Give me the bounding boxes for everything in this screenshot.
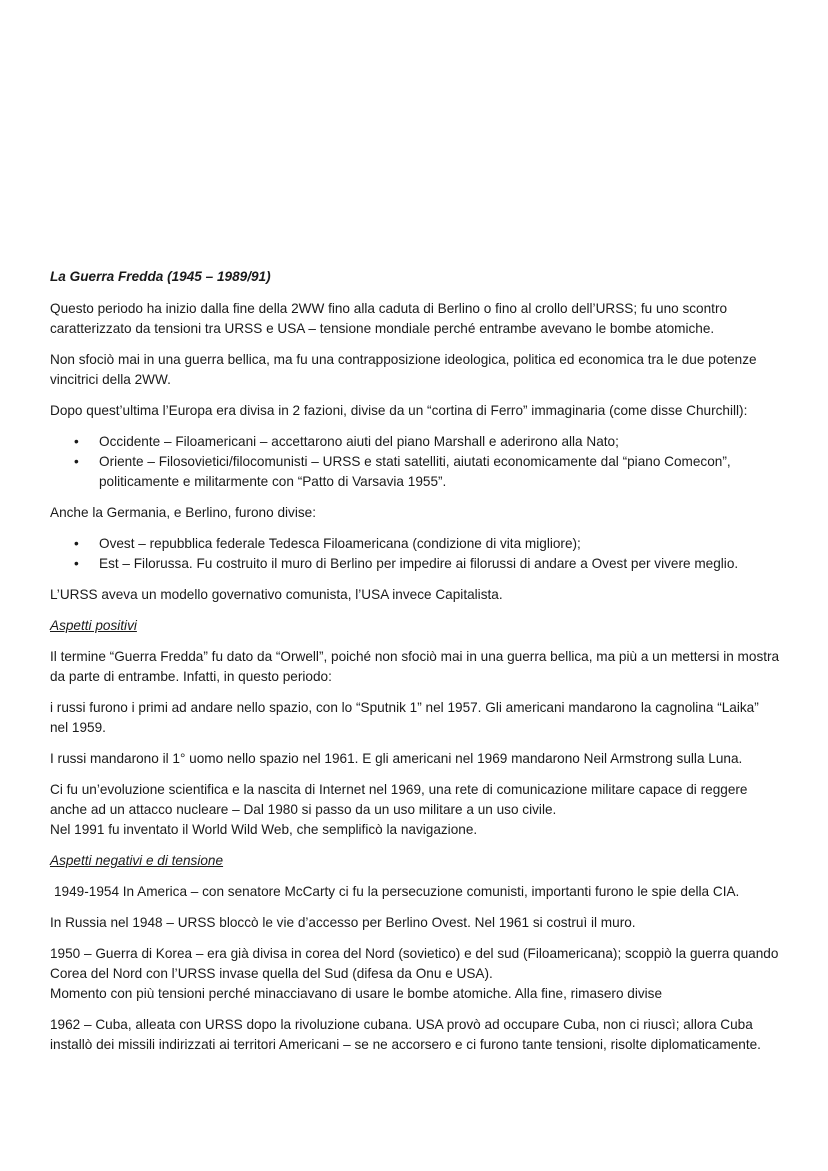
heading-negative: Aspetti negativi e di tensione [50, 853, 224, 868]
list-item-text: Occidente – Filoamericani – accettarono aiuti del piano Marshall e aderirono alla Nato; [99, 434, 619, 449]
paragraph-negative-1: 1949-1954 In America – con senatore McCarty ci fu la persecuzione comunisti, importanti furono le spie della CIA. [54, 884, 740, 899]
korea-line-1: 1950 – Guerra di Korea – era già divisa in corea del Nord (sovietico) e del sud (Filoamericana); scoppiò la guerra quando Corea del Nord con l’URSS invase quella del Sud (difesa da Onu e USA). [50, 946, 779, 981]
bullet-icon: • [74, 536, 79, 551]
germany-list [50, 534, 780, 574]
paragraph-positive-3: I russi mandarono il 1° uomo nello spazio nel 1961. E gli americani nel 1969 mandarono Neil Armstrong sulla Luna. [50, 751, 743, 766]
korea-line-2: Momento con più tensioni perché minacciavano di usare le bombe atomiche. Alla fine, rimasero divise [50, 986, 663, 1001]
paragraph-internet [50, 780, 780, 840]
list-item [50, 452, 780, 492]
list-item-text: Est – Filorussa. Fu costruito il muro di Berlino per impedire ai filorussi di andare a Ovest per vivere meglio. [99, 556, 739, 571]
heading-positive: Aspetti positivi [50, 618, 137, 633]
paragraph-positive-1: Il termine “Guerra Fredda” fu dato da “Orwell”, poiché non sfociò mai in una guerra bellica, ma più a un mettersi in mostra da parte di entrambe. Infatti, in questo periodo: [50, 649, 780, 684]
paragraph-models: L’URSS aveva un modello governativo comunista, l’USA invece Capitalista. [50, 587, 503, 602]
bullet-icon: • [74, 454, 79, 469]
paragraph-intro-1: Questo periodo ha inizio dalla fine della 2WW fino alla caduta di Berlino o fino al crollo dell’URSS; fu uno scontro caratterizzato da tensioni tra URSS e USA – tensione mondiale perché entrambe avevano le bombe atomiche. [50, 301, 728, 336]
paragraph-korea [50, 944, 780, 1004]
list-item [50, 534, 780, 554]
factions-list [50, 432, 780, 492]
list-item [50, 432, 780, 452]
paragraph-germany-intro: Anche la Germania, e Berlino, furono divise: [50, 505, 316, 520]
document-title: La Guerra Fredda (1945 – 1989/91) [50, 269, 271, 284]
paragraph-negative-2: In Russia nel 1948 – URSS bloccò le vie d’accesso per Berlino Ovest. Nel 1961 si costruì il muro. [50, 915, 636, 930]
internet-line-1: Ci fu un’evoluzione scientifica e la nascita di Internet nel 1969, una rete di comunicazione militare capace di reggere anche ad un attacco nucleare – Dal 1980 si passo da un uso militare a un uso civile. [50, 782, 748, 817]
list-item [50, 554, 780, 574]
document-page [50, 267, 780, 1066]
list-item-text: Ovest – repubblica federale Tedesca Filoamericana (condizione di vita migliore); [99, 536, 581, 551]
paragraph-intro-2: Non sfociò mai in una guerra bellica, ma fu una contrapposizione ideologica, politica ed economica tra le due potenze vincitrici della 2WW. [50, 352, 757, 387]
paragraph-cuba: 1962 – Cuba, alleata con URSS dopo la rivoluzione cubana. USA provò ad occupare Cuba, non ci riuscì; allora Cuba installò dei missili indirizzati ai territori Americani – se ne accorsero e ci furono tante tensioni, risolte diplomaticamente. [50, 1017, 761, 1052]
bullet-icon: • [74, 556, 79, 571]
paragraph-intro-3: Dopo quest’ultima l’Europa era divisa in 2 fazioni, divise da un “cortina di Ferro” immaginaria (come disse Churchill): [50, 403, 748, 418]
bullet-icon: • [74, 434, 79, 449]
list-item-text: Oriente – Filosovietici/filocomunisti – URSS e stati satelliti, aiutati economicamente dal “piano Comecon”, politicamente e militarmente con “Patto di Varsavia 1955”. [99, 454, 731, 489]
paragraph-positive-2: i russi furono i primi ad andare nello spazio, con lo “Sputnik 1” nel 1957. Gli americani mandarono la cagnolina “Laika” nel 1959. [50, 700, 759, 735]
internet-line-2: Nel 1991 fu inventato il World Wild Web, che semplificò la navigazione. [50, 822, 478, 837]
